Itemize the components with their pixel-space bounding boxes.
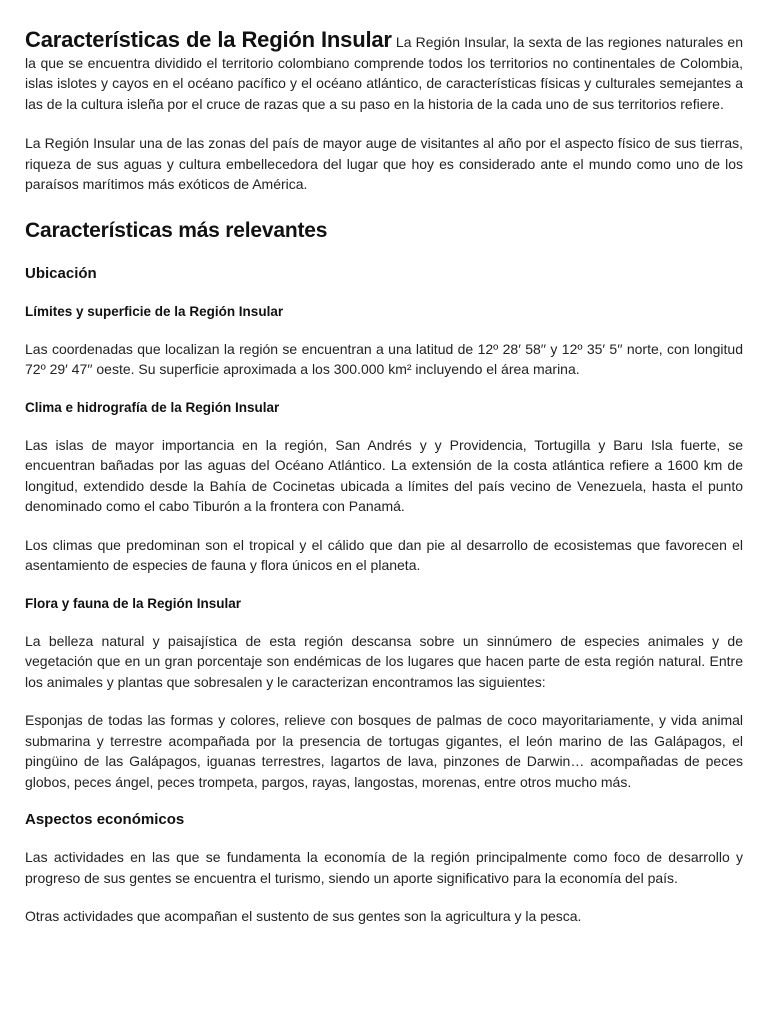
paragraph-limites: Las coordenadas que localizan la región se encuentran a una latitud de 12º 28′ 58′′ y 12º 35′ 5′′ norte, con longitud 72º 29′ 47′′ oeste. Su superficie aproximada a los 300.000 km² incluyendo el área marina. <box>25 340 743 377</box>
section-heading-relevantes: Características más relevantes <box>25 218 328 242</box>
paragraph-flora-1: La belleza natural y paisajística de esta región descansa sobre un sinnúmero de especies animales y de vegetación que en un gran porcentaje son endémicas de los lugares que hacen parte de esta región natural. Entre los animales y plantas que sobresalen y le caracterizan encontramos las siguientes: <box>25 632 743 690</box>
paragraph-clima-1: Las islas de mayor importancia en la región, San Andrés y y Providencia, Tortugilla y Baru Isla fuerte, se encuentran bañadas por las aguas del Océano Atlántico. La extensión de la costa atlántica refiere a 1600 km de longitud, extendido desde la Bahía de Cocinetas ubicada a límites del país vecino de Venezuela, hasta el punto denominado como el cabo Tiburón a la frontera con Panamá. <box>25 436 743 514</box>
paragraph-tourism: La Región Insular una de las zonas del país de mayor auge de visitantes al año por el aspecto físico de sus tierras, riqueza de sus aguas y cultura embellecedora del lugar que hoy es considerado ante el mundo como uno de los paraísos marítimos más exóticos de América. <box>25 135 743 192</box>
subsection-heading-economia: Aspectos económicos <box>25 811 185 828</box>
paragraph-flora-2: Esponjas de todas las formas y colores, relieve con bosques de palmas de coco mayoritariamente, y vida animal submarina y terrestre acompañada por la presencia de tortugas gigantes, el león marino de las Galápagos, el pingüino de las Galápagos, iguanas terrestres, lagartos de lava, pinzones de Darwin… acompañadas de peces globos, peces ángel, peces trompeta, pargos, rayas, langostas, morenas, entre otros mucho más. <box>25 712 743 790</box>
subheading-flora: Flora y fauna de la Región Insular <box>25 595 242 611</box>
page-title: Características de la Región Insular <box>25 27 392 52</box>
subsection-heading-ubicacion: Ubicación <box>25 264 97 282</box>
intro-paragraph <box>25 27 743 114</box>
paragraph-economia-1: Las actividades en las que se fundamenta la economía de la región principalmente como foco de desarrollo y progreso de sus gentes se encuentra el turismo, siendo un aporte significativo para la economía del país. <box>25 849 743 886</box>
subheading-clima: Clima e hidrografía de la Región Insular <box>25 399 280 415</box>
subheading-limites: Límites y superficie de la Región Insular <box>25 303 284 319</box>
paragraph-clima-2: Los climas que predominan son el tropical y el cálido que dan pie al desarrollo de ecosistemas que favorecen el asentamiento de especies de fauna y flora únicos en el planeta. <box>25 536 743 573</box>
intro-text: La Región Insular, la sexta de las regiones naturales en la que se encuentra dividido el territorio colombiano comprende todos los territorios no continentales de Colombia, islas islotes y cayos en el océano pacífico y el océano atlántico, de características físicas y culturales semejantes a las de la cultura isleña por el cruce de razas que a su paso en la historia de la cada uno de sus territorios refiere. <box>25 34 743 112</box>
paragraph-economia-2: Otras actividades que acompañan el sustento de sus gentes son la agricultura y la pesca. <box>25 908 582 924</box>
